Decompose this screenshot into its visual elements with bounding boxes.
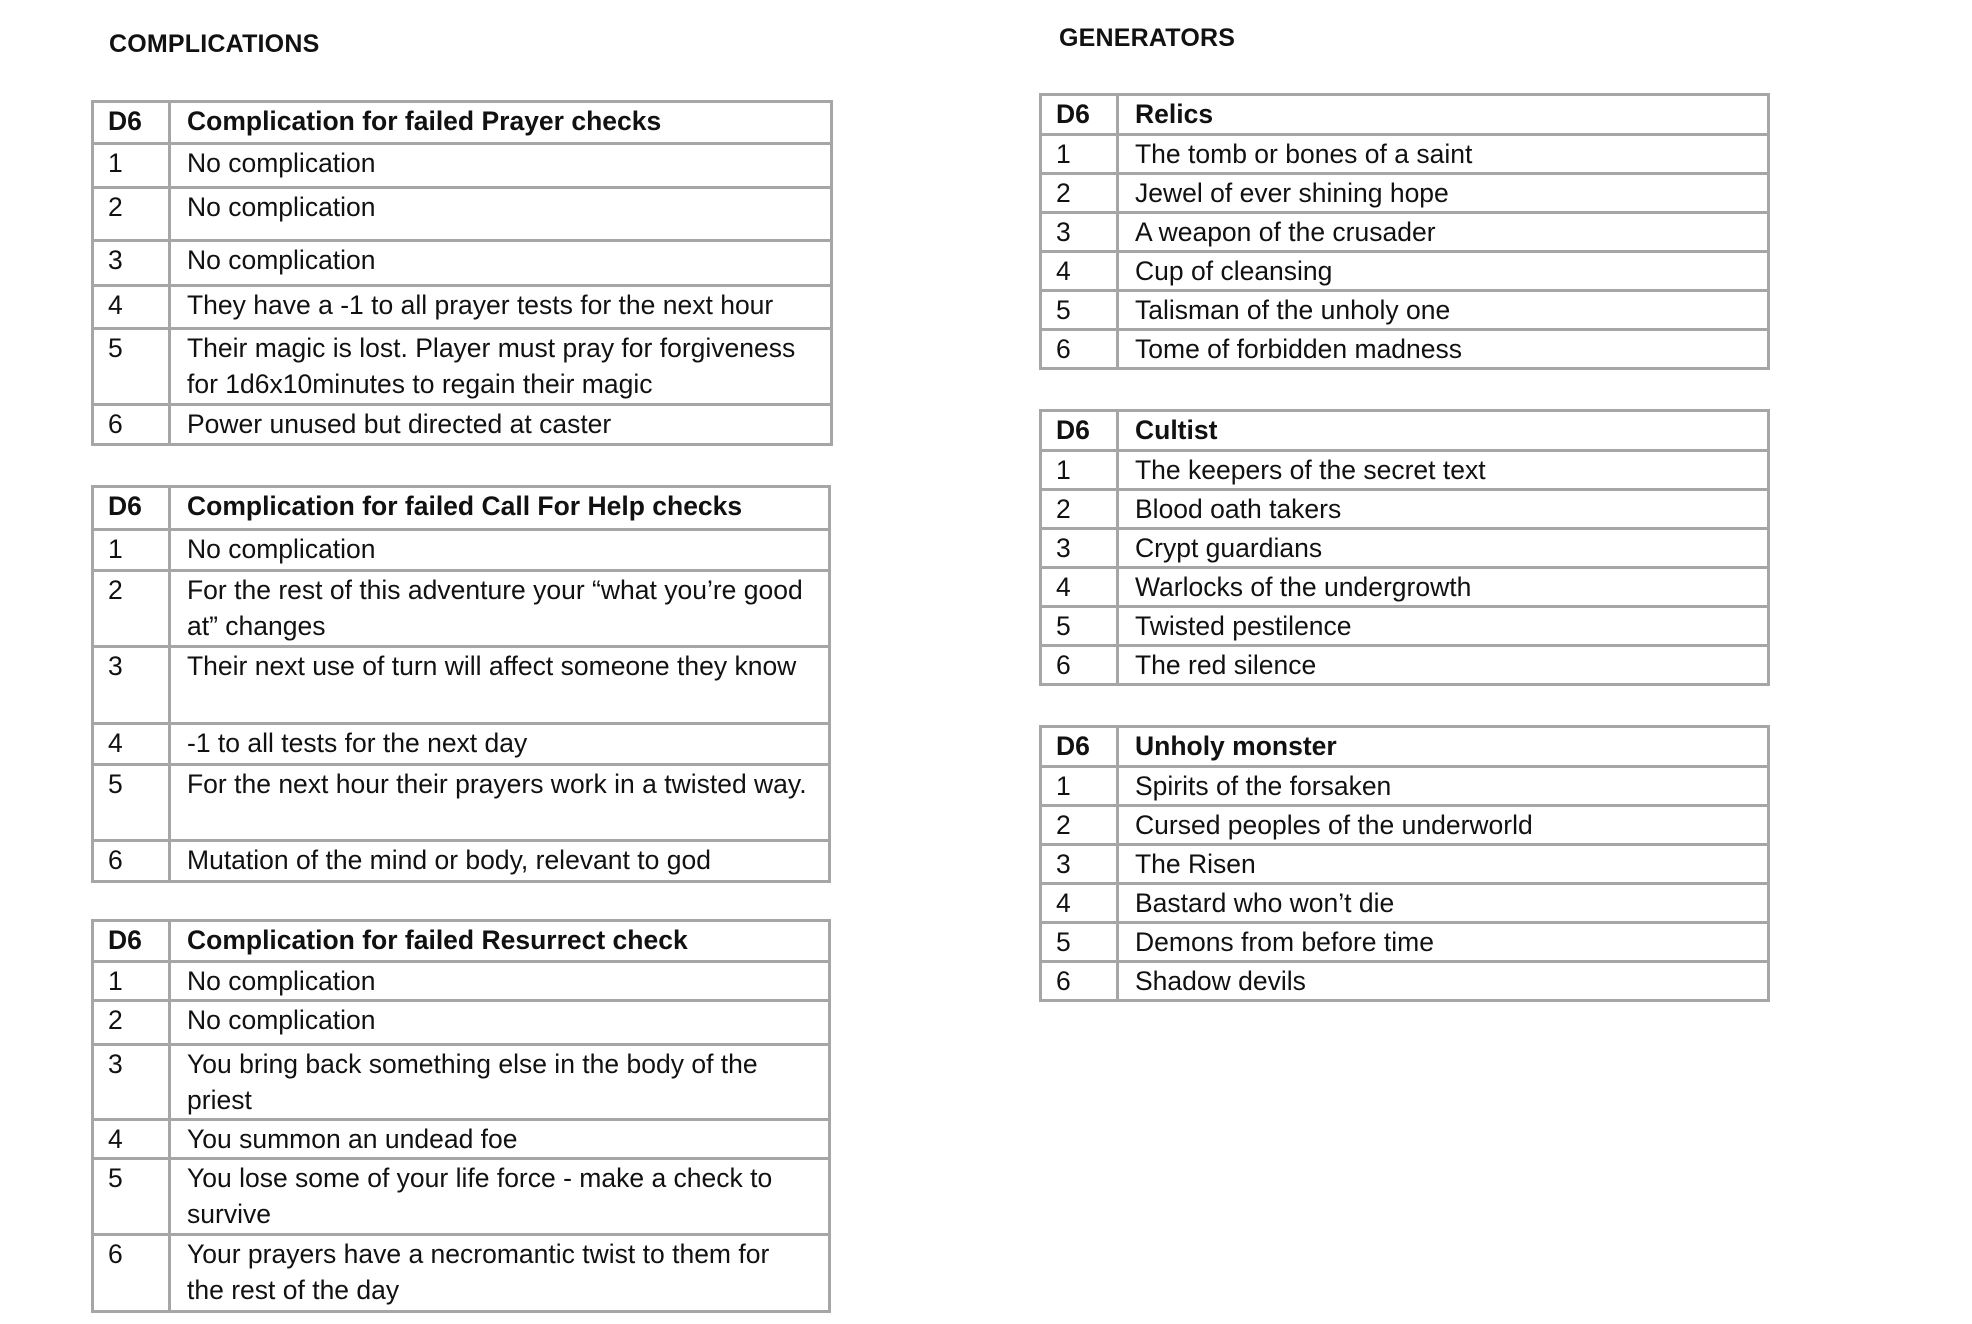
roll-cell: 2: [1041, 174, 1118, 213]
table-row: [1041, 451, 1769, 490]
table-row: [1041, 330, 1769, 369]
roll-cell: 6: [93, 405, 170, 445]
result-cell: The keepers of the secret text: [1118, 451, 1769, 490]
cultist-generator-table: [1039, 409, 1770, 686]
roll-cell: 3: [93, 1045, 170, 1120]
table-title: Relics: [1118, 95, 1769, 135]
roll-cell: 4: [1041, 568, 1118, 607]
result-cell: You lose some of your life force - make a check to survive: [170, 1159, 830, 1235]
table-header-row: [1041, 411, 1769, 451]
result-cell: Twisted pestilence: [1118, 607, 1769, 646]
result-cell: For the rest of this adventure your “what you’re good at” changes: [170, 571, 830, 647]
unholy-monster-generator-table: [1039, 725, 1770, 1002]
table-row: [1041, 529, 1769, 568]
table-row: [93, 329, 832, 405]
table-row: [93, 724, 830, 765]
roll-cell: 5: [93, 329, 170, 405]
table-header-row: [93, 487, 830, 530]
table-row: [93, 405, 832, 445]
result-cell: Blood oath takers: [1118, 490, 1769, 529]
result-cell: Bastard who won’t die: [1118, 884, 1769, 923]
roll-cell: 4: [93, 724, 170, 765]
table-header-row: [93, 102, 832, 144]
result-cell: The red silence: [1118, 646, 1769, 685]
result-cell: The Risen: [1118, 845, 1769, 884]
relics-generator-table: [1039, 93, 1770, 370]
table-row: [1041, 607, 1769, 646]
table-row: [1041, 806, 1769, 845]
roll-cell: 5: [1041, 923, 1118, 962]
result-cell: No complication: [170, 144, 832, 188]
table-header-row: [93, 921, 830, 962]
roll-cell: 3: [93, 647, 170, 724]
roll-cell: 6: [93, 841, 170, 882]
result-cell: For the next hour their prayers work in a twisted way.: [170, 765, 830, 841]
table-title: Cultist: [1118, 411, 1769, 451]
result-cell: Cup of cleansing: [1118, 252, 1769, 291]
roll-cell: 4: [1041, 252, 1118, 291]
roll-cell: 6: [1041, 330, 1118, 369]
table-row: [93, 1159, 830, 1235]
result-cell: No complication: [170, 241, 832, 286]
result-cell: You summon an undead foe: [170, 1120, 830, 1159]
table-row: [1041, 213, 1769, 252]
roll-cell: 2: [93, 571, 170, 647]
result-cell: Jewel of ever shining hope: [1118, 174, 1769, 213]
roll-cell: 2: [1041, 806, 1118, 845]
roll-cell: 4: [93, 286, 170, 329]
result-cell: Mutation of the mind or body, relevant to god: [170, 841, 830, 882]
table-row: [1041, 884, 1769, 923]
roll-cell: 1: [93, 962, 170, 1001]
table-row: [93, 1120, 830, 1159]
die-header: D6: [1041, 95, 1118, 135]
result-cell: Talisman of the unholy one: [1118, 291, 1769, 330]
complications-heading: COMPLICATIONS: [109, 30, 320, 58]
roll-cell: 2: [93, 188, 170, 241]
table-header-row: [1041, 727, 1769, 767]
table-row: [1041, 923, 1769, 962]
die-header: D6: [93, 921, 170, 962]
roll-cell: 5: [1041, 607, 1118, 646]
table-row: [1041, 962, 1769, 1001]
result-cell: Cursed peoples of the underworld: [1118, 806, 1769, 845]
result-cell: -1 to all tests for the next day: [170, 724, 830, 765]
result-cell: The tomb or bones of a saint: [1118, 135, 1769, 174]
table-row: [93, 765, 830, 841]
table-row: [1041, 174, 1769, 213]
die-header: D6: [93, 487, 170, 530]
table-row: [1041, 291, 1769, 330]
table-row: [1041, 845, 1769, 884]
table-row: [93, 841, 830, 882]
table-title: Complication for failed Resurrect check: [170, 921, 830, 962]
call-for-help-complication-table: [91, 485, 831, 883]
table-row: [93, 241, 832, 286]
roll-cell: 1: [93, 530, 170, 571]
table-row: [1041, 252, 1769, 291]
roll-cell: 6: [1041, 646, 1118, 685]
result-cell: Shadow devils: [1118, 962, 1769, 1001]
table-row: [1041, 135, 1769, 174]
result-cell: A weapon of the crusader: [1118, 213, 1769, 252]
table-title: Complication for failed Call For Help checks: [170, 487, 830, 530]
prayer-complication-table: [91, 100, 833, 446]
table-row: [1041, 767, 1769, 806]
generators-heading: GENERATORS: [1059, 24, 1236, 52]
table-row: [1041, 490, 1769, 529]
die-header: D6: [93, 102, 170, 144]
roll-cell: 1: [93, 144, 170, 188]
table-row: [93, 647, 830, 724]
roll-cell: 4: [1041, 884, 1118, 923]
result-cell: No complication: [170, 188, 832, 241]
roll-cell: 6: [1041, 962, 1118, 1001]
result-cell: No complication: [170, 530, 830, 571]
roll-cell: 3: [93, 241, 170, 286]
roll-cell: 5: [1041, 291, 1118, 330]
result-cell: No complication: [170, 1001, 830, 1045]
die-header: D6: [1041, 411, 1118, 451]
table-title: Unholy monster: [1118, 727, 1769, 767]
result-cell: Their next use of turn will affect someone they know: [170, 647, 830, 724]
table-row: [93, 1235, 830, 1312]
result-cell: They have a -1 to all prayer tests for the next hour: [170, 286, 832, 329]
resurrect-complication-table: [91, 919, 831, 1313]
result-cell: Warlocks of the undergrowth: [1118, 568, 1769, 607]
result-cell: No complication: [170, 962, 830, 1001]
table-row: [93, 530, 830, 571]
table-row: [93, 286, 832, 329]
table-row: [93, 962, 830, 1001]
roll-cell: 1: [1041, 135, 1118, 174]
roll-cell: 5: [93, 765, 170, 841]
roll-cell: 3: [1041, 529, 1118, 568]
result-cell: Demons from before time: [1118, 923, 1769, 962]
result-cell: Their magic is lost. Player must pray for forgiveness for 1d6x10minutes to regain their magic: [170, 329, 832, 405]
die-header: D6: [1041, 727, 1118, 767]
result-cell: You bring back something else in the body of the priest: [170, 1045, 830, 1120]
roll-cell: 5: [93, 1159, 170, 1235]
table-row: [93, 144, 832, 188]
roll-cell: 6: [93, 1235, 170, 1312]
roll-cell: 2: [93, 1001, 170, 1045]
roll-cell: 1: [1041, 767, 1118, 806]
result-cell: Power unused but directed at caster: [170, 405, 832, 445]
roll-cell: 3: [1041, 213, 1118, 252]
table-row: [93, 571, 830, 647]
table-row: [93, 188, 832, 241]
roll-cell: 3: [1041, 845, 1118, 884]
table-row: [93, 1045, 830, 1120]
table-header-row: [1041, 95, 1769, 135]
table-row: [93, 1001, 830, 1045]
result-cell: Your prayers have a necromantic twist to them for the rest of the day: [170, 1235, 830, 1312]
result-cell: Crypt guardians: [1118, 529, 1769, 568]
table-row: [1041, 646, 1769, 685]
result-cell: Spirits of the forsaken: [1118, 767, 1769, 806]
roll-cell: 4: [93, 1120, 170, 1159]
roll-cell: 1: [1041, 451, 1118, 490]
table-row: [1041, 568, 1769, 607]
table-title: Complication for failed Prayer checks: [170, 102, 832, 144]
roll-cell: 2: [1041, 490, 1118, 529]
result-cell: Tome of forbidden madness: [1118, 330, 1769, 369]
